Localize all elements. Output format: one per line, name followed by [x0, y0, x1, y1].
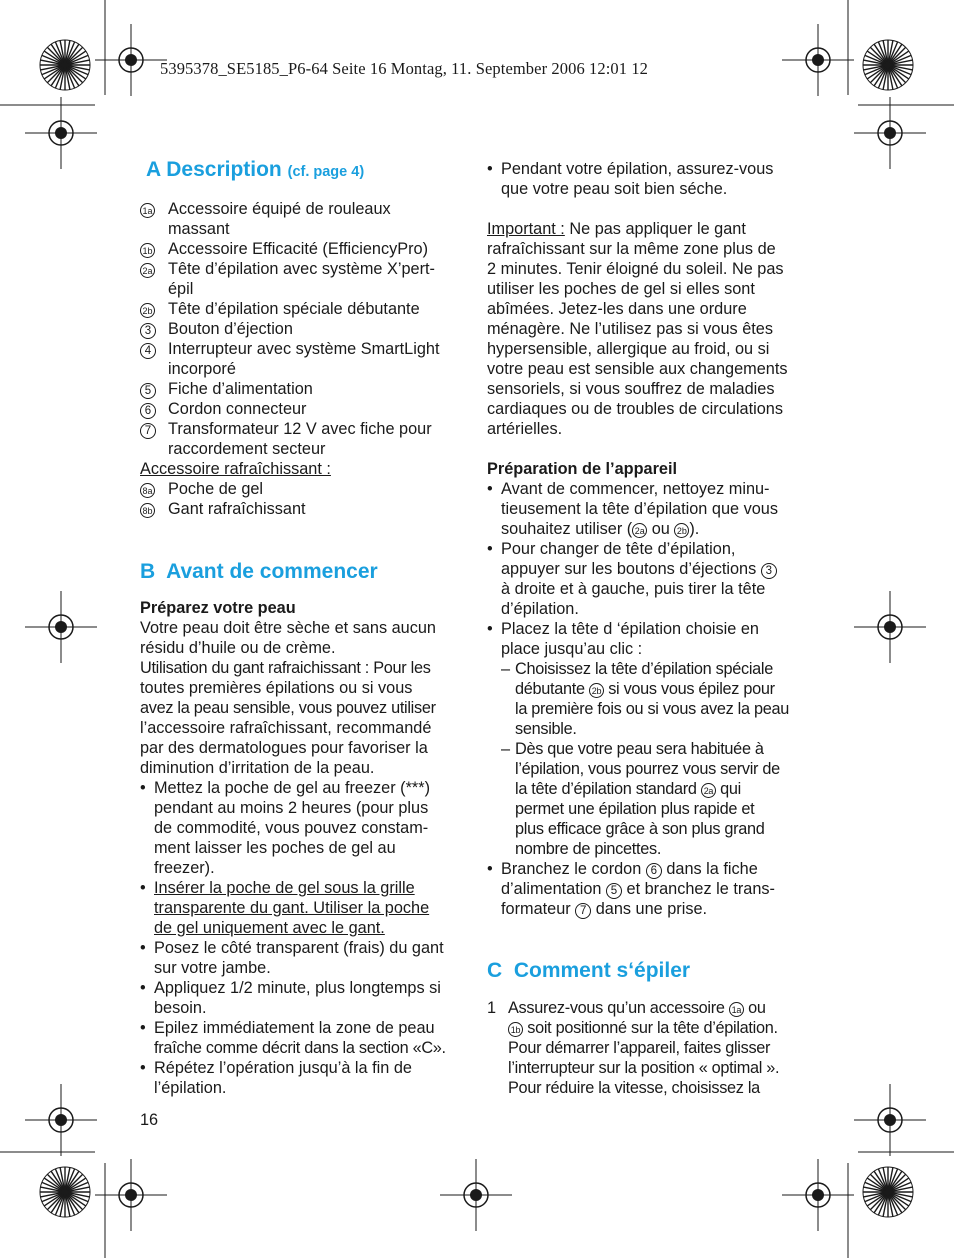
dash-item: – Dès que votre peau sera habituée à l’épilation, vous pourrez vous servir de la tête d’épilation standard 2a qui permet une épilation plus rapide et plus efficace grâce à son plus grand nombre de pincettes.	[501, 740, 780, 858]
item-marker: 1a	[140, 203, 155, 218]
crosshair-icon	[440, 1159, 512, 1231]
registration-star-icon	[40, 40, 90, 90]
section-c-body	[487, 998, 817, 1098]
bullet-item: • Avant de commencer, nettoyez minu- tieusement la tête d’épilation que vous souhaitez utiliser ( 2a ou 2b ).	[487, 480, 778, 538]
step-item: 1 Assurez-vous qu’un accessoire 1a ou 1b soit positionné sur la tête d’épilation. Pour démarrer l’appareil, faites glisser l’interrupteur sur la position « optimal ». Pour réduire la vitesse, choisissez la	[487, 999, 780, 1097]
item-marker: 5	[140, 383, 156, 399]
list-item: 1a Accessoire équipé de rouleaux massant	[140, 199, 470, 239]
bullet-item: • Appliquez 1/2 minute, plus longtemps si besoin.	[140, 979, 441, 1017]
bullet-item: • Branchez le cordon 6 dans la fiche d’alimentation 5 et branchez le trans- formateur 7 dans une prise.	[487, 860, 775, 918]
list-item: 2a Tête d’épilation avec système X’pert- épil	[140, 259, 470, 299]
crosshair-icon	[854, 1084, 926, 1156]
item-marker: 2b	[674, 523, 689, 538]
sub-heading: Préparation de l’appareil	[487, 460, 678, 478]
crosshair-icon	[25, 1084, 97, 1156]
print-slug: 5395378_SE5185_P6-64 Seite 16 Montag, 11. September 2006 12:01 12	[160, 59, 649, 78]
section-c-heading: C Comment s‘épiler	[487, 959, 691, 982]
list-item: 7 Transformateur 12 V avec fiche pour raccordement secteur	[140, 419, 470, 459]
item-marker: 7	[575, 903, 591, 919]
crosshair-icon	[782, 24, 854, 96]
page-reference: (cf. page 4)	[287, 164, 365, 180]
crosshair-icon	[782, 1159, 854, 1231]
bullet-item: • Posez le côté transparent (frais) du gant sur votre jambe.	[140, 939, 444, 977]
item-marker: 1a	[729, 1002, 744, 1017]
list-item: 2b Tête d’épilation spéciale débutante	[140, 299, 470, 319]
registration-star-icon	[863, 1167, 913, 1217]
item-marker: 2a	[632, 523, 647, 538]
list-item: 8a Poche de gel	[140, 479, 470, 499]
right-body	[487, 159, 817, 919]
step-number: 1	[487, 999, 497, 1017]
list-item: 5 Fiche d’alimentation	[140, 379, 470, 399]
list-item: 1b Accessoire Efficacité (EfficiencyPro)	[140, 239, 470, 259]
bullet-item: • Insérer la poche de gel sous la grille transparente du gant. Utiliser la poche de gel uniquement avec le gant.	[140, 879, 430, 937]
dash-item: – Choisissez la tête d’épilation spéciale débutante 2b si vous vous épilez pour la première fois ou si vous avez la peau sensible.	[501, 660, 789, 738]
crosshair-icon	[95, 24, 167, 96]
crosshair-icon	[25, 97, 97, 169]
bullet-item: • Mettez la poche de gel au freezer (***) pendant au moins 2 heures (pour plus de commodité, vous pouvez constam- ment laisser les poches de gel au freezer).	[140, 779, 431, 877]
item-marker: 7	[140, 423, 156, 439]
item-marker: 2a	[701, 783, 716, 798]
section-b-heading: B Avant de commencer	[140, 560, 378, 583]
important-label: Important :	[487, 220, 565, 238]
crosshair-icon	[854, 591, 926, 663]
item-marker: 3	[140, 323, 156, 339]
section-a-heading: A Description (cf. page 4)	[146, 158, 365, 181]
component-list	[140, 199, 470, 519]
sub-heading: Préparez votre peau	[140, 599, 296, 617]
list-item: 6 Cordon connecteur	[140, 399, 470, 419]
item-marker: 5	[606, 883, 622, 899]
item-marker: 2b	[140, 303, 155, 318]
list-item: 8b Gant rafraîchissant	[140, 499, 470, 519]
registration-star-icon	[40, 1167, 90, 1217]
list-item: 3 Bouton d’éjection	[140, 319, 470, 339]
item-marker: 3	[761, 563, 777, 579]
crosshair-icon	[854, 97, 926, 169]
page-number: 16	[140, 1111, 159, 1129]
item-marker: 1b	[140, 243, 155, 258]
bullet-item: • Epilez immédiatement la zone de peau fraîche comme décrit dans la section «C».	[140, 1019, 446, 1057]
item-marker: 8a	[140, 483, 155, 498]
item-marker: 6	[140, 403, 156, 419]
item-marker: 8b	[140, 503, 155, 518]
crosshair-icon	[95, 1159, 167, 1231]
bullet-item: • Pour changer de tête d’épilation, appuyer sur les boutons d’éjections 3 à droite et à gauche, puis tirer la tête d’épilation.	[487, 539, 817, 619]
section-b-body: Préparez votre peau Votre peau doit être sèche et sans aucun résidu d’huile ou de crème. Utilisation du gant rafraichissant : Pour les toutes premières épilations ou si vous avez la peau sensible, vous pouvez utiliser l’accessoire rafraîchissant, recommandé par des dermatologues pour favoriser la diminution d’irritation de la peau. • Mettez la poche de gel au freezer (***) pendant au moins 2 heures (pour plus de commodité, vous pouvez constam- ment laisser les poches de gel au freezer). • Insérer la poche de gel sous la grille transparente du gant. Utiliser la poche de gel uniquement avec le gant. • Posez le côté transparent (frais) du gant sur votre jambe. • Appliquez 1/2 minute, plus longtemps si besoin. • Epilez immédiatement la zone de peau fraîche comme décrit dans la section «C». • Répétez l’opération jusqu’à la fin de l’épilation.	[140, 598, 470, 1098]
crosshair-icon	[25, 591, 97, 663]
bullet-item: • Répétez l’opération jusqu’à la fin de l’épilation.	[140, 1059, 412, 1097]
registration-star-icon	[863, 40, 913, 90]
important-notice: Important : Ne pas appliquer le gant rafraîchissant sur la même zone plus de 2 minutes. Tenir éloigné du soleil. Ne pas utiliser les poches de gel si elles sont abîmées. Jetez-les dans une ordure ménagère. Ne l’utilisez pas si vous êtes hypersensible, allergique au froid, ou si votre peau est sensible aux changements sensoriels, si vous souffrez de maladies cardiaques ou de troubles de circulations artérielles.	[487, 220, 788, 438]
bullet-item: • Pendant votre épilation, assurez-vous que votre peau soit bien séche.	[487, 160, 774, 198]
item-marker: 6	[646, 863, 662, 879]
list-item: 4 Interrupteur avec système SmartLight incorporé	[140, 339, 470, 379]
bullet-item: • Placez la tête d ‘épilation choisie en place jusqu’au clic :	[487, 620, 759, 658]
item-marker: 2a	[140, 263, 155, 278]
item-marker: 4	[140, 343, 156, 359]
sub-heading: Accessoire rafraîchissant :	[140, 460, 331, 478]
item-marker: 1b	[508, 1022, 523, 1037]
item-marker: 2b	[589, 683, 604, 698]
